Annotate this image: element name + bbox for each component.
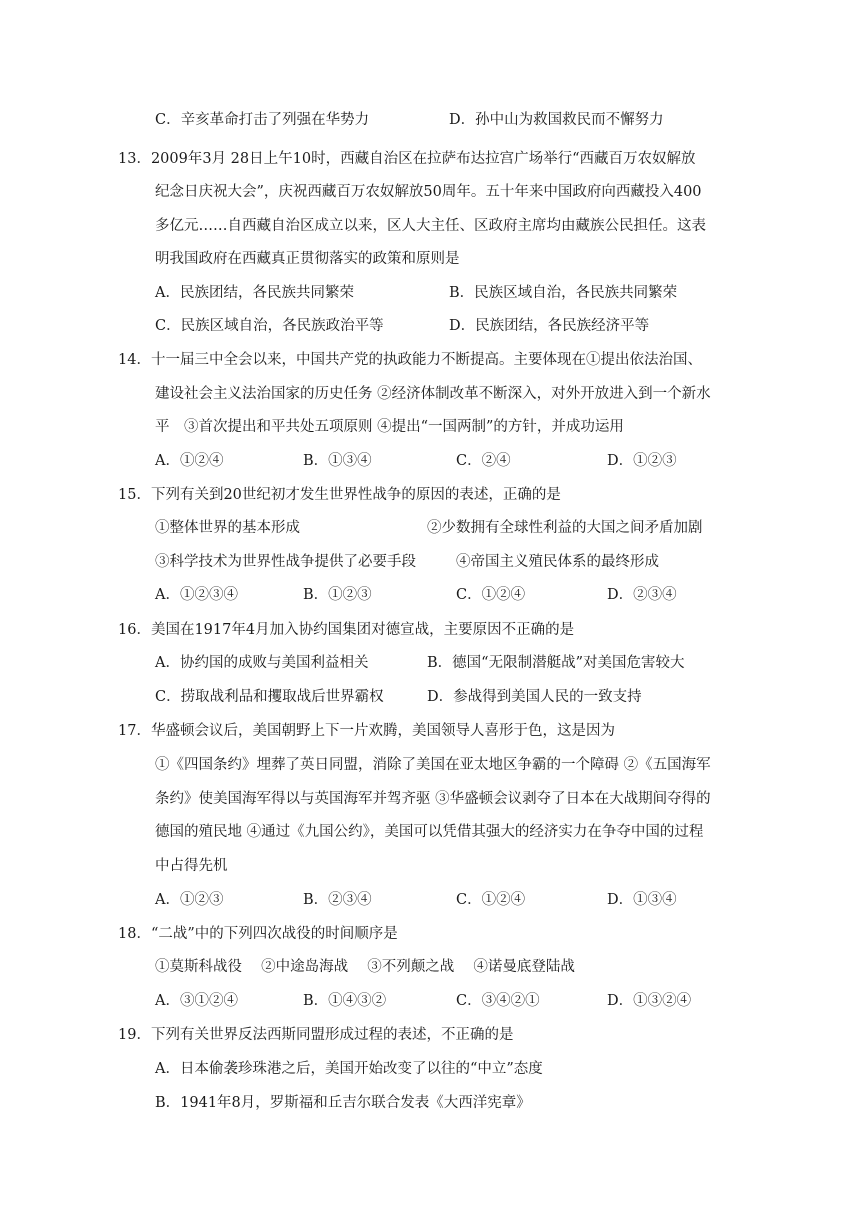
q13-stem-line: 多亿元……自西藏自治区成立以来，区人大主任、区政府主席均由藏族公民担任。这表 <box>155 218 706 234</box>
q15-option-b: B．①②③ <box>303 587 372 603</box>
q14-option-b: B．①③④ <box>303 453 372 469</box>
q13-stem-line: 纪念日庆祝大会”，庆祝西藏百万农奴解放50周年。五十年来中国政府向西藏投入400 <box>155 184 702 200</box>
q15-statement-1: ①整体世界的基本形成 <box>155 520 300 536</box>
q17-option-c: C．①②④ <box>456 892 526 908</box>
q18-option-c: C．③④②① <box>456 993 540 1009</box>
q15-statement-2: ②少数拥有全球性利益的大国之间矛盾加剧 <box>427 520 703 536</box>
q15-stem-line: 15．下列有关到20世纪初才发生世界性战争的原因的表述，正确的是 <box>118 487 561 503</box>
q19-option-b: B．1941年8月，罗斯福和丘吉尔联合发表《大西洋宪章》 <box>155 1095 531 1111</box>
q17-option-b: B．②③④ <box>303 892 372 908</box>
q16-stem-line: 16．美国在1917年4月加入协约国集团对德宣战，主要原因不正确的是 <box>118 622 575 638</box>
q17-stem-line: 条约》使美国海军得以与英国海军并驾齐驱 ③华盛顿会议剥夺了日本在大战期间夺得的 <box>155 791 711 807</box>
q17-stem-line: 中占得先机 <box>155 858 228 874</box>
q17-option-a: A．①②③ <box>155 892 224 908</box>
q18-stem-line: 18．“二战”中的下列四次战役的时间顺序是 <box>118 926 398 942</box>
q19-option-a: A．日本偷袭珍珠港之后，美国开始改变了以往的“中立”态度 <box>155 1061 543 1077</box>
q16-option-d: D．参战得到美国人民的一致支持 <box>427 689 642 705</box>
q15-statement-3: ③科学技术为世界性战争提供了必要手段 <box>155 554 416 570</box>
q12-option-c: C．辛亥革命打击了列强在华势力 <box>155 112 370 128</box>
q14-option-c: C．②④ <box>456 453 511 469</box>
q16-option-c: C．捞取战利品和攫取战后世界霸权 <box>155 689 384 705</box>
q13-option-c: C．民族区域自治，各民族政治平等 <box>155 318 384 334</box>
q14-stem-line: 平 ③首次提出和平共处五项原则 ④提出“一国两制”的方针，并成功运用 <box>155 419 624 435</box>
q13-option-b: B．民族区域自治，各民族共同繁荣 <box>449 285 678 301</box>
q15-option-c: C．①②④ <box>456 587 526 603</box>
q14-stem-line: 建设社会主义法治国家的历史任务 ②经济体制改革不断深入，对外开放进入到一个新水 <box>155 386 711 402</box>
q18-option-d: D．①③②④ <box>607 993 692 1009</box>
q14-option-a: A．①②④ <box>155 453 224 469</box>
q17-option-d: D．①③④ <box>607 892 677 908</box>
q18-stem-line: ①莫斯科战役 ②中途岛海战 ③不列颠之战 ④诺曼底登陆战 <box>155 959 575 975</box>
q15-option-a: A．①②③④ <box>155 587 238 603</box>
q16-option-b: B．德国“无限制潜艇战”对美国危害较大 <box>427 655 685 671</box>
q17-stem-line: 德国的殖民地 ④通过《九国公约》，美国可以凭借其强大的经济实力在争夺中国的过程 <box>155 824 704 840</box>
q15-statement-4: ④帝国主义殖民体系的最终形成 <box>456 554 659 570</box>
q17-stem-line: ①《四国条约》埋葬了英日同盟，消除了美国在亚太地区争霸的一个障碍 ②《五国海军 <box>155 757 711 773</box>
q14-stem-line: 14．十一届三中全会以来，中国共产党的执政能力不断提高。主要体现在①提出依法治国、 <box>118 352 702 368</box>
q15-option-d: D．②③④ <box>607 587 677 603</box>
q17-stem-line: 17．华盛顿会议后，美国朝野上下一片欢腾，美国领导人喜形于色，这是因为 <box>118 723 615 739</box>
q18-option-a: A．③①②④ <box>155 993 238 1009</box>
q13-option-a: A．民族团结，各民族共同繁荣 <box>155 285 354 301</box>
q19-stem-line: 19．下列有关世界反法西斯同盟形成过程的表述，不正确的是 <box>118 1027 514 1043</box>
q13-stem-line: 13．2009年3月 28日上午10时，西藏自治区在拉萨布达拉宫广场举行“西藏百万农奴解放 <box>118 151 696 167</box>
q18-option-b: B．①④③② <box>303 993 387 1009</box>
q16-option-a: A．协约国的成败与美国利益相关 <box>155 655 369 671</box>
q13-option-d: D．民族团结，各民族经济平等 <box>449 318 650 334</box>
q14-option-d: D．①②③ <box>607 453 677 469</box>
q12-option-d: D．孙中山为救国救民而不懈努力 <box>449 112 664 128</box>
q13-stem-line: 明我国政府在西藏真正贯彻落实的政策和原则是 <box>155 251 460 267</box>
